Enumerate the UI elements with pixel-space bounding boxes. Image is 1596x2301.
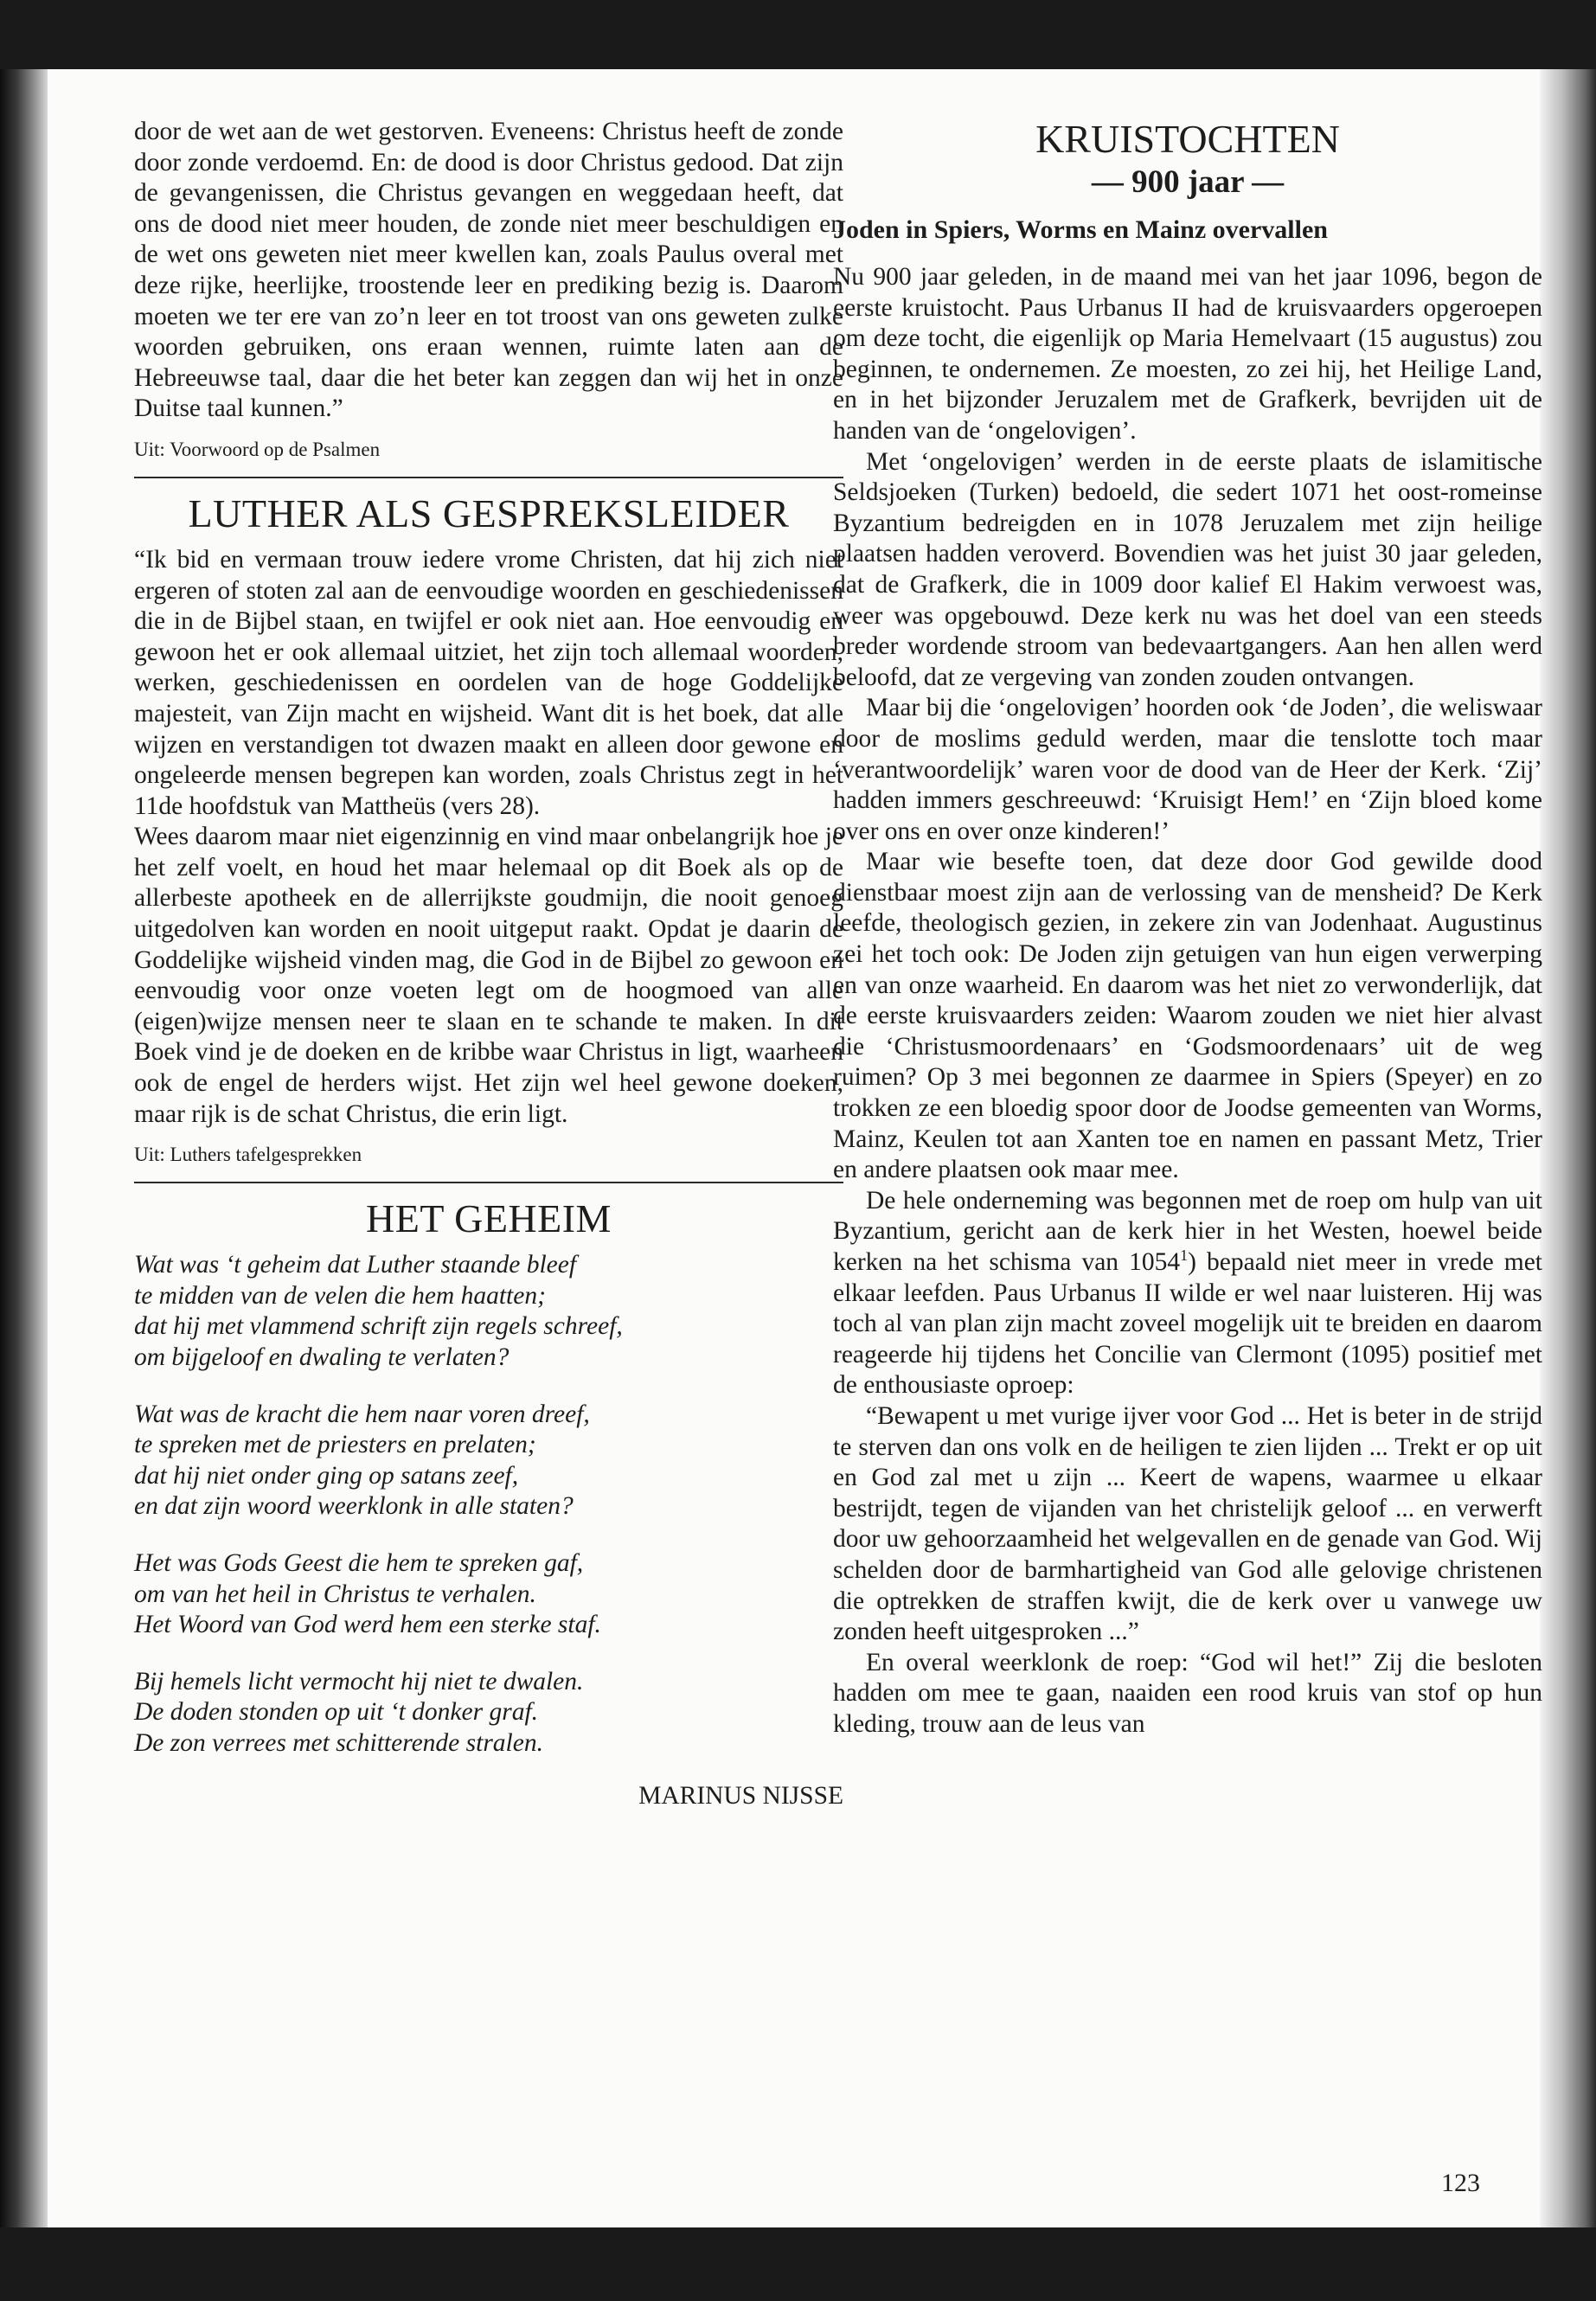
poem-stanza [134, 1250, 843, 1373]
page-edge-shadow [1540, 69, 1596, 2227]
poem-stanza [134, 1667, 843, 1759]
article-paragraph-3: Maar bij die ‘ongelovigen’ hoorden ook ‘de Joden’, die weliswaar door de moslims geduld werden, maar die tenslotte toch maar ‘verantwoordelijk’ waren voor de dood van de Heer der Kerk. ‘Zij’ hadden immers geschreeuwd: ‘Kruisigt Hem!’ en ‘Zijn bloed kome over ons en over onze kinderen!’ [833, 694, 1542, 845]
intro-paragraph: door de wet aan de wet gestorven. Eveneens: Christus heeft de zonde door zonde verdoemd. En: de dood is door Christus gedood. Dat zijn de gevangenissen, die Christus gevangen en weggedaan heeft, dat ons de dood niet meer houden, de zonde niet meer beschuldigen en de wet ons geweten niet meer kwellen kan, zoals Paulus overal met deze rijke, heerlijke, troostende leer en prediking bezig is. Daarom moeten we ter ere van zo’n leer en tot troost van ons geweten zulke woorden gebruiken, ons eraan wennen, ruimte laten aan de Hebreeuwse taal, daar die het beter kan zeggen dan wij het in onze Duitse taal kunnen.” [134, 118, 843, 423]
scan-border-top [0, 0, 1596, 69]
book-spine-shadow [0, 69, 48, 2227]
poem-line: De doden stonden op uit ‘t donker graf. [134, 1698, 539, 1727]
poem-line: Wat was ‘t geheim dat Luther staande bleef [134, 1251, 577, 1279]
luther-source: Uit: Luthers tafelgesprekken [134, 1144, 362, 1166]
page-number: 123 [1441, 2169, 1480, 2197]
article-subtitle: — 900 jaar — [1091, 164, 1285, 200]
poem-line: te spreken met de priesters en prelaten; [134, 1431, 536, 1459]
article-paragraph-2: Met ‘ongelovigen’ werden in de eerste plaats de islamitische Seldsjoeken (Turken) bedoeld, die sedert 1071 het oost-romeinse Byzantium bedreigden en in 1078 Jeruzalem met zijn heilige plaatsen hadden veroverd. Bovendien was het juist 30 jaar geleden, dat de Grafkerk, die in 1009 door kalief El Hakim verwoest was, weer was opgebouwd. Deze kerk nu was het doel van een steeds breder wordende stroom van bedevaartgangers. Aan hen allen werd beloofd, dat ze vergeving van zonden zouden ontvangen. [833, 447, 1542, 691]
poem-stanza [134, 1400, 843, 1522]
poem [134, 1250, 843, 1759]
right-column [833, 117, 1542, 1740]
section-divider [134, 1182, 843, 1183]
footnote-marker: 1 [1180, 1247, 1189, 1265]
poem-line: Het Woord van God werd hem een sterke staf. [134, 1611, 601, 1639]
luther-paragraph-1: “Ik bid en vermaan trouw iedere vrome Christen, dat hij zich niet ergeren of stoten zal aan de eenvoudige woorden en geschiedenissen die in de Bijbel staan, en twijfel er ook niet aan. Hoe eenvoudig en gewoon het er ook allemaal uitziet, het zijn toch allemaal woorden, werken, geschiedenissen en oordelen van de hoge Goddelijke majesteit, van Zijn macht en wijsheid. Want dit is het boek, dat alle wijzen en verstandigen tot dwazen maakt en alleen door gewone en ongeleerde mensen begrepen kan worden, zoals Christus zegt in het 11de hoofdstuk van Mattheüs (vers 28). [134, 545, 843, 820]
section-title-geheim: HET GEHEIM [366, 1196, 612, 1241]
poem-author: MARINUS NIJSSE [638, 1781, 843, 1810]
section-divider [134, 477, 843, 478]
article-paragraph-7: En overal weerklonk de roep: “God wil het!” Zij die besloten hadden om mee te gaan, naaiden een rood kruis van stof op hun kleding, trouw aan de leus van [833, 1648, 1542, 1738]
section-title-luther: LUTHER ALS GESPREKSLEIDER [188, 490, 790, 535]
poem-line: om bijgeloof en dwaling te verlaten? [134, 1343, 510, 1371]
article-paragraph-6: “Bewapent u met vurige ijver voor God ... Het is beter in de strijd te sterven dan ons volk en de heiligen te zien lijden ... Trekt er op uit en God zal met u zijn ... Keert de wapens, waarmee u elkaar bestrijdt, tegen de vijanden van het christelijk geloof ... en verwerft door uw gehoorzaamheid het welgevallen en de genade van God. Wij schelden door de barmhartigheid van God alle gelovige christenen die optrekken de straffen kwijt, die de kerk over u vanwege uw zonden heeft uitgesproken ...” [833, 1401, 1542, 1646]
p5-text-before: De hele onderneming was begonnen met de roep om hulp van uit Byzantium, gericht aan de kerk hier in het Westen, hoewel beide kerken na het schisma van 1054 [833, 1186, 1542, 1276]
poem-line: om van het heil in Christus te verhalen. [134, 1580, 536, 1608]
article-paragraph-4: Maar wie besefte toen, dat deze door God gewilde dood dienstbaar moest zijn aan de verlossing van de mensheid? De Kerk leefde, theologisch gezien, in zekere zin van Jodenhaat. Augustinus zei het toch ook: De Joden zijn getuigen van hun eigen verwerping en van onze waarheid. En daarom was het niet zo verwonderlijk, dat de eerste kruisvaarders zeiden: Waarom zouden we niet hier alvast die ‘Christusmoordenaars’ en ‘Godsmoordenaars’ uit de weg ruimen? Op 3 mei begonnen ze daarmee in Spiers (Speyer) en zo trokken ze een bloedig spoor door de Joodse gemeenten van Worms, Mainz, Keulen tot aan Xanten toe en namen en passant Metz, Trier en andere plaatsen ook maar mee. [833, 848, 1542, 1184]
scan-border-bottom [0, 2227, 1596, 2301]
luther-paragraph-2: Wees daarom maar niet eigenzinnig en vind maar onbelangrijk hoe je het zelf voelt, en houd het maar helemaal op dit Boek als op de allerbeste apotheek en de allerrijkste goudmijn, die nooit genoeg uitgedolven kan worden en nooit uitgeput raakt. Opdat je daarin de Goddelijke wijsheid vinden mag, die God in de Bijbel zo gewoon en eenvoudig voor onze voeten legt om de hoogmoed van alle (eigen)wijze mensen neer te slaan en te schande te maken. In dit Boek vind je de doeken en de kribbe waar Christus in ligt, waarheen ook de engel de herders wijst. Het zijn wel heel gewone doeken, maar rijk is de schat Christus, die erin ligt. [134, 823, 843, 1128]
poem-line: Bij hemels licht vermocht hij niet te dwalen. [134, 1667, 584, 1695]
article-paragraph-5 [833, 1186, 1542, 1401]
article-subheading: Joden in Spiers, Worms en Mainz overvallen [833, 215, 1328, 244]
poem-line: Het was Gods Geest die hem te spreken gaf, [134, 1548, 584, 1577]
poem-line: en dat zijn woord weerklonk in alle staten? [134, 1492, 574, 1521]
article-paragraph-1: Nu 900 jaar geleden, in de maand mei van het jaar 1096, begon de eerste kruistocht. Paus Urbanus II had de kruisvaarders opgeroepen om deze tocht, die eigenlijk op Maria Hemelvaart (15 augustus) zou beginnen, te ondernemen. Ze moesten, zo zei hij, het Heilige Land, en in het bijzonder Jeruzalem met de Grafkerk, bevrijden uit de handen van de ‘ongelovigen’. [833, 263, 1542, 445]
article-title: KRUISTOCHTEN [1035, 117, 1340, 161]
intro-source: Uit: Voorwoord op de Psalmen [134, 438, 381, 460]
poem-line: De zon verrees met schitterende stralen. [134, 1728, 543, 1757]
poem-line: Wat was de kracht die hem naar voren dreef, [134, 1400, 590, 1428]
magazine-page [48, 69, 1543, 2227]
poem-line: te midden van de velen die hem haatten; [134, 1281, 546, 1310]
poem-line: dat hij met vlammend schrift zijn regels schreef, [134, 1312, 623, 1341]
p5-text-after: ) bepaald niet meer in vrede met elkaar leefden. Paus Urbanus II wilde er wel naar luisteren. Hij was toch al van plan zijn macht zoveel mogelijk uit te breiden en daarom reageerde hij tijdens het Concilie van Clermont (1095) positief met de enthousiaste oproep: [833, 1248, 1543, 1400]
poem-line: dat hij niet onder ging op satans zeef, [134, 1461, 519, 1490]
poem-stanza [134, 1548, 843, 1641]
left-column [134, 117, 843, 1811]
